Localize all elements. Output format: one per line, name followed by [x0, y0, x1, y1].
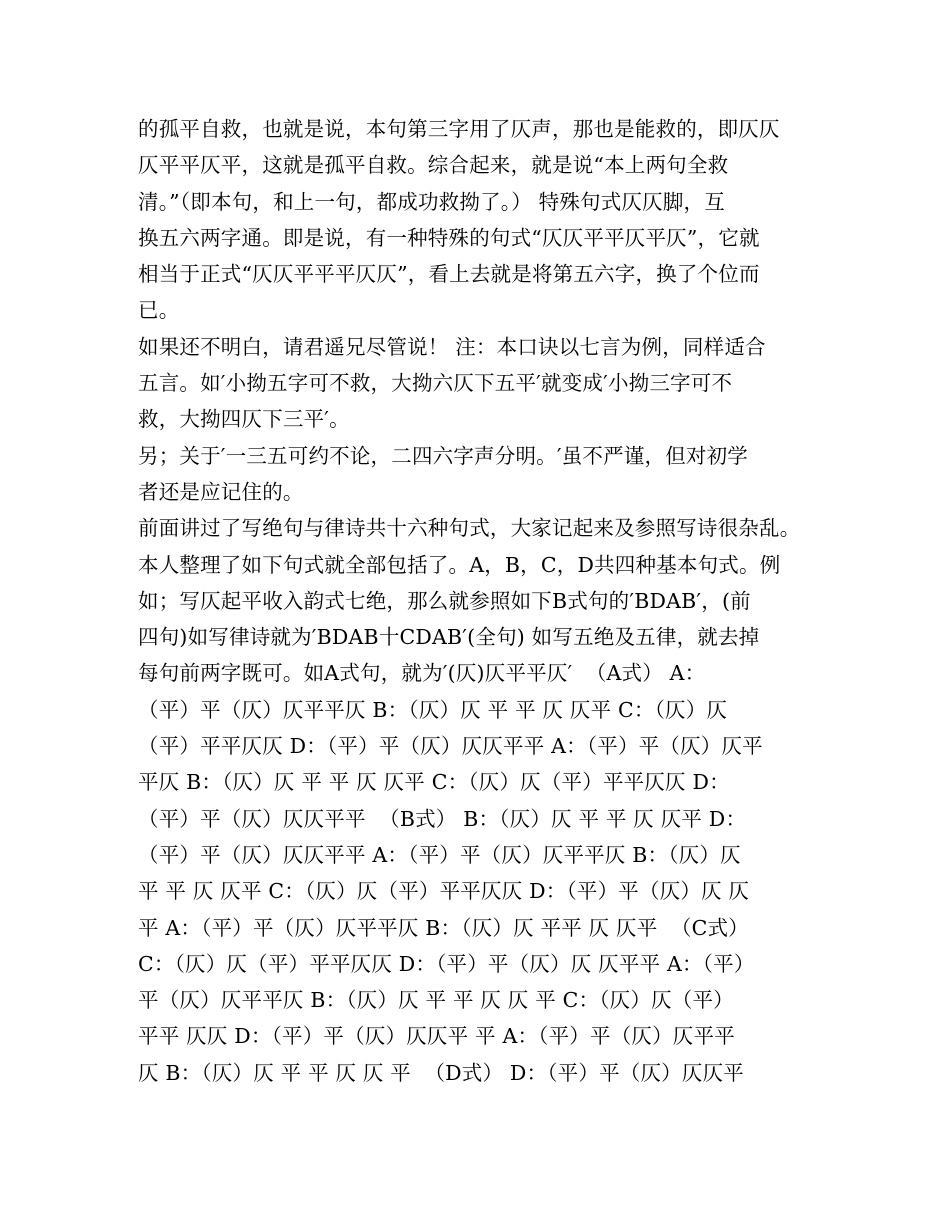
- text-line: 相当于正式“仄仄平平平仄仄”，看上去就是将第五六字，换了个位而: [138, 262, 760, 287]
- text-line: 已。: [138, 298, 180, 323]
- text-line: 本人整理了如下句式就全部包括了。A，B，C，D共四种基本句式。例: [138, 552, 781, 577]
- text-line: 者还是应记住的。: [138, 479, 304, 504]
- text-line: 平平 仄仄 D：（平）平（仄）仄仄平 平 A：（平）平（仄）仄平平: [138, 1024, 735, 1049]
- text-line: 清。”（即本句，和上一句，都成功救拗了。） 特殊句式仄仄脚，互: [138, 189, 725, 214]
- text-line: 平 A：（平）平（仄）仄平平仄 B：（仄）仄 平平 仄 仄平 （C式）: [138, 915, 749, 940]
- text-line: 五言。如′小拗五字可不救，大拗六仄下五平′就变成′小拗三字可不: [138, 371, 733, 396]
- text-line: 的孤平自救，也就是说，本句第三字用了仄声，那也是能救的，即仄仄: [138, 117, 780, 141]
- body-text: [138, 111, 828, 1091]
- text-line: 平（仄）仄平平仄 B：（仄）仄 平 平 仄 仄 平 C：（仄）仄（平）: [138, 988, 734, 1013]
- text-line: 四句)如写律诗就为′BDAB十CDAB′(全句) 如写五绝及五律，就去掉: [138, 625, 760, 650]
- text-line: 另；关于′一三五可约不论，二四六字声分明。′虽不严谨，但对初学: [138, 443, 749, 468]
- text-line: 如果还不明白，请君遥兄尽管说！ 注：本口诀以七言为例，同样适合: [138, 334, 766, 359]
- text-line: 如；写仄起平收入韵式七绝，那么就参照如下B式句的′BDAB′，(前: [138, 588, 751, 613]
- text-line: 平仄 B：（仄）仄 平 平 仄 仄平 C：（仄）仄（平）平平仄仄 D：: [138, 770, 730, 795]
- text-line: 换五六两字通。即是说，有一种特殊的句式“仄仄平平仄平仄”，它就: [138, 225, 760, 250]
- text-line: （平）平（仄）仄仄平平 （B式） B：（仄）仄 平 平 仄 仄平 D：: [138, 806, 747, 831]
- text-line: （平）平（仄）仄平平仄 B：（仄）仄 平 平 仄 仄平 C：（仄）仄: [138, 697, 728, 722]
- text-line: 平 平 仄 仄平 C：（仄）仄（平）平平仄仄 D：（平）平（仄）仄 仄: [138, 879, 750, 904]
- text-line: 前面讲过了写绝句与律诗共十六种句式，大家记起来及参照写诗很杂乱。: [138, 516, 801, 541]
- text-line: 救，大拗四仄下三平′。: [138, 407, 350, 432]
- text-line: （平）平（仄）仄仄平平 A：（平）平（仄）仄平平仄 B：（仄）仄: [138, 842, 741, 867]
- text-line: （平）平平仄仄 D：（平）平（仄）仄仄平平 A：（平）平（仄）仄平: [138, 734, 763, 759]
- text-line: C：（仄）仄（平）平平仄仄 D：（平）平（仄）仄 仄平平 A：（平）: [138, 951, 755, 976]
- text-line: 仄 B：（仄）仄 平 平 仄 仄 平 （D式） D：（平）平（仄）仄仄平: [138, 1060, 744, 1085]
- text-line: 每句前两字既可。如A式句，就为′(仄)仄平平仄′ （A式） A：: [138, 661, 706, 686]
- text-line: 仄平平仄平，这就是孤平自救。综合起来，就是说“本上两句全救: [138, 153, 729, 178]
